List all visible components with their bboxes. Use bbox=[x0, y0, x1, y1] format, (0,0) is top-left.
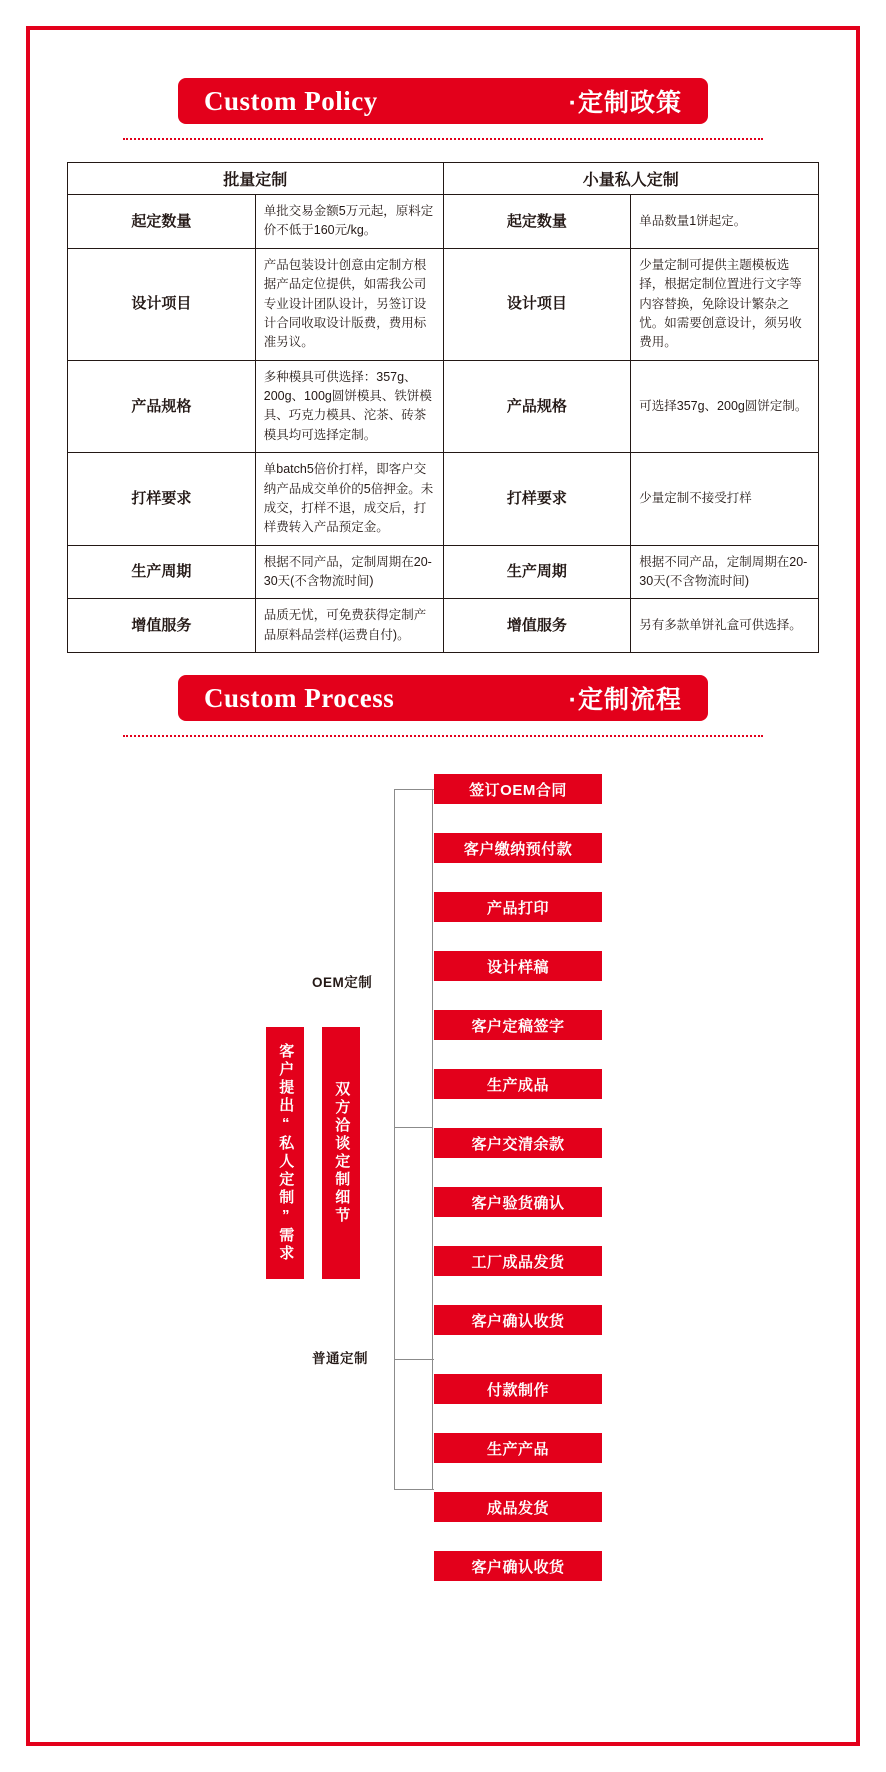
flow-step-normal-3: 成品发货 bbox=[434, 1492, 602, 1522]
flow-step-oem-10: 客户确认收货 bbox=[434, 1305, 602, 1335]
table-row bbox=[68, 360, 819, 453]
flow-connector-oem-top bbox=[394, 789, 434, 790]
table-header-bulk: 批量定制 bbox=[68, 163, 444, 195]
table-row bbox=[68, 248, 819, 360]
row-body-left: 根据不同产品，定制周期在20-30天(不含物流时间) bbox=[255, 545, 443, 599]
flow-step-oem-4: 设计样稿 bbox=[434, 951, 602, 981]
flow-step-normal-2: 生产产品 bbox=[434, 1433, 602, 1463]
table-header-row bbox=[68, 163, 819, 195]
custom-policy-table bbox=[67, 162, 819, 653]
flow-start-box-1: 客户提出“私人定制”需求 bbox=[266, 1027, 304, 1279]
custom-policy-title-en: Custom Policy bbox=[204, 85, 378, 116]
table-header-small: 小量私人定制 bbox=[443, 163, 819, 195]
row-label-left: 起定数量 bbox=[68, 195, 256, 249]
flow-step-oem-7: 客户交清余款 bbox=[434, 1128, 602, 1158]
custom-process-flowchart bbox=[58, 759, 878, 1589]
policy-divider bbox=[123, 138, 763, 140]
branch-label-oem: OEM定制 bbox=[312, 975, 373, 991]
flow-connector-normal-bottom bbox=[394, 1489, 434, 1490]
flow-step-normal-4: 客户确认收货 bbox=[434, 1551, 602, 1581]
flow-step-oem-8: 客户验货确认 bbox=[434, 1187, 602, 1217]
row-label-left: 设计项目 bbox=[68, 248, 256, 360]
table-row bbox=[68, 599, 819, 653]
row-body-left: 单batch5倍价打样，即客户交纳产品成交单价的5倍押金。未成交，打样不退，成交后，打样费转入产品预定金。 bbox=[255, 453, 443, 546]
row-body-left: 产品包装设计创意由定制方根据产品定位提供，如需我公司专业设计团队设计，另签订设计合同收取设计版费，费用标准另议。 bbox=[255, 248, 443, 360]
row-label-right: 产品规格 bbox=[443, 360, 631, 453]
flow-step-oem-5: 客户定稿签字 bbox=[434, 1010, 602, 1040]
row-label-right: 增值服务 bbox=[443, 599, 631, 653]
row-body-right: 少量定制不接受打样 bbox=[631, 453, 819, 546]
row-body-right: 单品数量1饼起定。 bbox=[631, 195, 819, 249]
row-body-right: 少量定制可提供主题模板选择，根据定制位置进行文字等内容替换，免除设计繁杂之忧。如需要创意设计，须另收费用。 bbox=[631, 248, 819, 360]
table-row bbox=[68, 195, 819, 249]
custom-process-banner bbox=[178, 675, 708, 721]
row-label-right: 起定数量 bbox=[443, 195, 631, 249]
row-body-left: 单批交易金额5万元起，原料定价不低于160元/kg。 bbox=[255, 195, 443, 249]
flow-connector-center bbox=[394, 1127, 432, 1128]
flow-step-normal-1: 付款制作 bbox=[434, 1374, 602, 1404]
row-label-left: 增值服务 bbox=[68, 599, 256, 653]
branch-label-normal: 普通定制 bbox=[312, 1351, 368, 1367]
flow-spine-line bbox=[432, 789, 433, 1489]
custom-policy-banner-wrap bbox=[58, 78, 828, 124]
flow-start-box-2: 双方洽谈定制细节 bbox=[322, 1027, 360, 1279]
flow-step-oem-3: 产品打印 bbox=[434, 892, 602, 922]
row-label-right: 打样要求 bbox=[443, 453, 631, 546]
row-body-left: 多种模具可供选择：357g、200g、100g圆饼模具、铁饼模具、巧克力模具、沱茶、砖茶模具均可选择定制。 bbox=[255, 360, 443, 453]
row-body-right: 另有多款单饼礼盒可供选择。 bbox=[631, 599, 819, 653]
custom-policy-banner bbox=[178, 78, 708, 124]
row-label-left: 产品规格 bbox=[68, 360, 256, 453]
row-body-right: 根据不同产品，定制周期在20-30天(不含物流时间) bbox=[631, 545, 819, 599]
row-body-left: 品质无忧，可免费获得定制产品原料品尝样(运费自付)。 bbox=[255, 599, 443, 653]
table-row bbox=[68, 453, 819, 546]
row-label-right: 设计项目 bbox=[443, 248, 631, 360]
row-body-right: 可选择357g、200g圆饼定制。 bbox=[631, 360, 819, 453]
row-label-left: 生产周期 bbox=[68, 545, 256, 599]
flow-step-oem-2: 客户缴纳预付款 bbox=[434, 833, 602, 863]
custom-process-title-cn: ·定制流程 bbox=[568, 686, 682, 715]
custom-process-title-en: Custom Process bbox=[204, 682, 395, 713]
table-row bbox=[68, 545, 819, 599]
flow-trunk-line bbox=[394, 789, 395, 1489]
custom-process-banner-wrap bbox=[58, 675, 828, 721]
row-label-right: 生产周期 bbox=[443, 545, 631, 599]
custom-policy-title-cn: ·定制政策 bbox=[568, 89, 682, 117]
row-label-left: 打样要求 bbox=[68, 453, 256, 546]
process-divider bbox=[123, 735, 763, 737]
page-content bbox=[26, 26, 860, 1609]
flow-step-oem-6: 生产成品 bbox=[434, 1069, 602, 1099]
flow-step-oem-9: 工厂成品发货 bbox=[434, 1246, 602, 1276]
flow-step-oem-1: 签订OEM合同 bbox=[434, 774, 602, 804]
flow-connector-normal-top bbox=[394, 1359, 434, 1360]
